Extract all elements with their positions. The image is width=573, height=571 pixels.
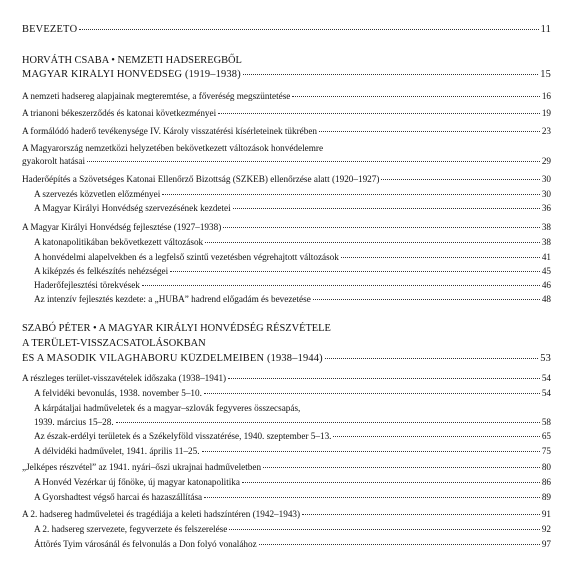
toc-leader-dots — [202, 451, 540, 452]
toc-entry-title-continued: 1939. március 15–28. — [34, 417, 114, 427]
toc-leader-dots — [302, 514, 540, 515]
toc-page-number: 53 — [540, 353, 551, 364]
toc-entry-title: A felvidéki bevonulás, 1938. november 5–10. — [34, 388, 202, 398]
toc-leader-dots — [325, 358, 538, 359]
toc-entry-title: „Jelképes részvétel” az 1941. nyári–őszi ukrajnai hadműveletben — [22, 462, 262, 472]
part-heading-line1: SZABÓ PÉTER • A MAGYAR KIRÁLYI HONVÉDSÉG RÉSZVÉTELE — [22, 323, 331, 334]
toc-entry-title: A nemzeti hadsereg alapjainak megteremtése, a főveréség megszüntetése — [22, 91, 291, 101]
toc-page-number: 16 — [541, 91, 551, 101]
toc-page-number: 45 — [541, 266, 551, 276]
toc-entry-title: A formálódó haderő tevékenysége IV. Károly visszatérési kísérleteinek tükrében — [22, 126, 318, 136]
toc-leader-dots — [228, 378, 540, 379]
toc-leader-dots — [263, 467, 540, 468]
toc-leader-dots — [204, 393, 540, 394]
toc-entry-title: A részleges terület-visszavételek időszaka (1938–1941) — [22, 373, 227, 383]
toc-page-number: 58 — [541, 417, 551, 427]
toc-page-number: 29 — [541, 156, 551, 166]
toc-entry-title: A Magyar Királyi Honvédség fejlesztése (1927–1938) — [22, 222, 222, 232]
toc-leader-dots — [204, 497, 540, 498]
toc-entry-title: A honvédelmi alapelvekben és a legfelső szintű vezetésben végrehajtott változások — [34, 252, 339, 262]
toc-entry-title: A kárpátaljai hadműveletek és a magyar–szlovák fegyveres összecsapás, — [34, 403, 301, 413]
toc-leader-dots — [259, 544, 540, 545]
toc-entry-title: Az intenzív fejlesztés kezdete: a „HUBA” hadrend előgadám és bevezetése — [34, 294, 311, 304]
toc-entry-title: A kiképzés és felkészítés nehézségei — [34, 266, 169, 276]
part-heading-line3: ÉS A MÁSODIK VILÁGHÁBORÚ KÜZDELMEIBEN (1938–1944) — [22, 353, 323, 364]
toc-entry-title: Haderőépítés a Szövetséges Katonai Ellenőrző Bizottság (SZKEB) ellenőrzése alatt (1920–1927) — [22, 174, 380, 184]
toc-entry-title: A trianoni békeszerződés és katonai következményei — [22, 108, 217, 118]
toc-page-number: 30 — [541, 189, 551, 199]
toc-leader-dots — [233, 208, 540, 209]
toc-entry-title: Áttörés Tyim városánál és felvonulás a Don folyó vonalához — [34, 539, 257, 549]
toc-leader-dots — [218, 113, 540, 114]
toc-entry-title: A szervezés közvetlen előzményei — [34, 189, 161, 199]
part-heading-line1: HORVÁTH CSABA • NEMZETI HADSEREGBŐL — [22, 55, 242, 66]
toc-page-number: 38 — [541, 237, 551, 247]
toc-page-number: 89 — [541, 492, 551, 502]
toc-entry-title: A Honvéd Vezérkar új főnöke, új magyar katonapolitika — [34, 477, 240, 487]
toc-page-number: 23 — [541, 126, 551, 136]
toc-leader-dots — [170, 271, 540, 272]
toc-page-number: 46 — [541, 280, 551, 290]
toc-leader-dots — [116, 422, 540, 423]
toc-leader-dots — [313, 299, 540, 300]
toc-leader-dots — [333, 436, 539, 437]
toc-page-number: 75 — [541, 446, 551, 456]
toc-page-number: 54 — [541, 373, 551, 383]
toc-leader-dots — [162, 194, 540, 195]
toc-leader-dots — [229, 529, 539, 530]
toc-entry-title: BEVEZETŐ — [22, 24, 78, 35]
toc-leader-dots — [319, 131, 540, 132]
toc-page-number: 11 — [540, 24, 551, 35]
toc-entry-title: Haderőfejlesztési törekvések — [34, 280, 140, 290]
toc-page-number: 65 — [541, 431, 551, 441]
toc-leader-dots — [223, 227, 540, 228]
part-heading-line2: A TERÜLET-VISSZACSATOLÁSOKBAN — [22, 338, 206, 349]
toc-page-number: 36 — [541, 203, 551, 213]
part-heading-line2: MAGYAR KIRÁLYI HONVÉDSÉG (1919–1938) — [22, 69, 241, 80]
toc-page-number: 41 — [541, 252, 551, 262]
toc-leader-dots — [79, 29, 538, 30]
toc-leader-dots — [142, 285, 540, 286]
toc-entry-title: Az észak-erdélyi területek és a Székelyföld visszatérése, 1940. szeptember 5–13. — [34, 431, 332, 441]
toc-page-number: 54 — [541, 388, 551, 398]
toc-entry-title: A Gyorshadtest végső harcai és hazaszállítása — [34, 492, 203, 502]
toc-page-number: 48 — [541, 294, 551, 304]
toc-page-number: 80 — [541, 462, 551, 472]
toc-leader-dots — [242, 482, 540, 483]
toc-leader-dots — [381, 179, 539, 180]
toc-entry-title-continued: gyakorolt hatásai — [22, 156, 86, 166]
toc-page-number: 86 — [541, 477, 551, 487]
toc-page-number: 30 — [541, 174, 551, 184]
toc-page-number: 91 — [541, 509, 551, 519]
toc-page-number: 19 — [541, 108, 551, 118]
toc-page-number: 92 — [541, 524, 551, 534]
toc-entry-title: A 2. hadsereg hadműveletei és tragédiája a keleti hadszíntéren (1942–1943) — [22, 509, 301, 519]
toc-leader-dots — [341, 257, 540, 258]
toc-page-number: 15 — [540, 69, 551, 80]
toc-entry-title: A Magyarország nemzetközi helyzetében bekövetkezett változások honvédelemre — [22, 143, 324, 153]
toc-leader-dots — [205, 242, 540, 243]
toc-entry-title: A Magyar Királyi Honvédség szervezésének kezdetei — [34, 203, 231, 213]
toc-entry-title: A katonapolitikában bekövetkezett változások — [34, 237, 204, 247]
toc-page-number: 97 — [541, 539, 551, 549]
toc-leader-dots — [292, 96, 539, 97]
toc-leader-dots — [243, 74, 538, 75]
toc-page-number: 38 — [541, 222, 551, 232]
toc-leader-dots — [87, 161, 540, 162]
toc-entry-title: A délvidéki hadművelet, 1941. április 11–25. — [34, 446, 200, 456]
toc-entry-title: A 2. hadsereg szervezete, fegyverzete és felszerelése — [34, 524, 228, 534]
